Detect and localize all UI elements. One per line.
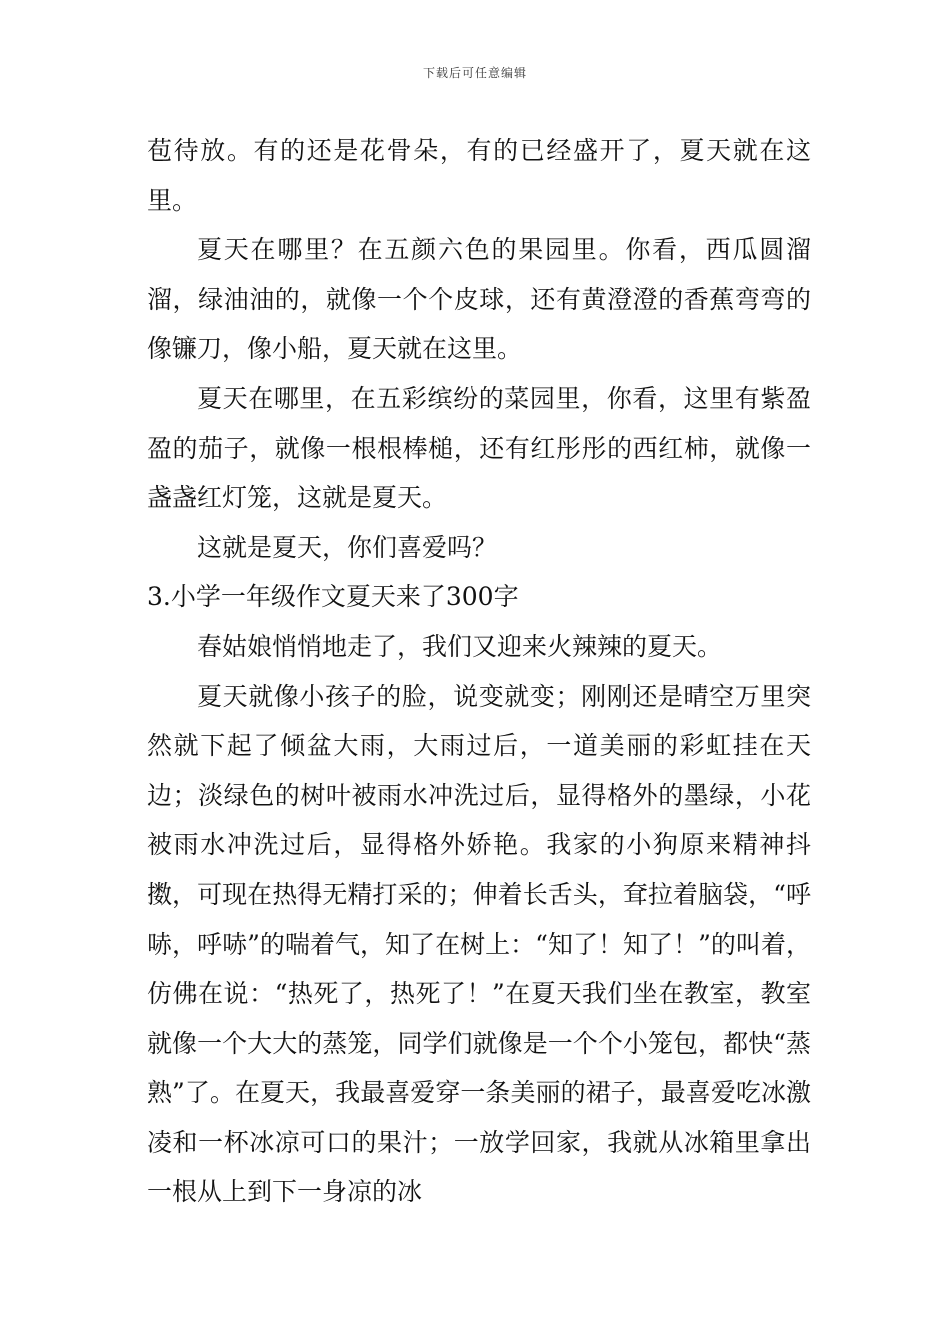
paragraph-3: 夏天在哪里，在五彩缤纷的菜园里，你看，这里有紫盈盈的茄子，就像一根根棒槌，还有红彤彤的西红柿，就像一盏盏红灯笼，这就是夏天。 <box>147 383 811 513</box>
paragraph-2: 夏天在哪里？在五颜六色的果园里。你看，西瓜圆溜溜，绿油油的，就像一个个皮球，还有黄澄澄的香蕉弯弯的像镰刀，像小船，夏天就在这里。 <box>147 235 811 364</box>
document-body <box>147 126 811 1217</box>
page-header: 下载后可任意编辑 <box>422 66 527 80</box>
paragraph-5: 春姑娘悄悄地走了，我们又迎来火辣辣的夏天。 <box>197 631 723 661</box>
paragraph-4: 这就是夏天，你们喜爱吗？ <box>197 532 498 562</box>
section-heading: 3.小学一年级作文夏天来了300字 <box>147 582 519 612</box>
paragraph-1: 苞待放。有的还是花骨朵，有的已经盛开了，夏天就在这里。 <box>147 136 811 215</box>
paragraph-6: 夏天就像小孩子的脸，说变就变；刚刚还是晴空万里突然就下起了倾盆大雨，大雨过后，一道美丽的彩虹挂在天边；淡绿色的树叶被雨水冲洗过后，显得格外的墨绿，小花被雨水冲洗过后，显得格外娇艳。我家的小狗原来精神抖擞，可现在热得无精打采的；伸着长舌头，耷拉着脑袋，“呼哧，呼哧”的喘着气，知了在树上：“知了！知了！”的叫着，仿佛在说：“热死了，热死了！”在夏天我们坐在教室，教室就像一个大大的蒸笼，同学们就像是一个个小笼包，都快“蒸熟”了。在夏天，我最喜爱穿一条美丽的裙子，最喜爱吃冰激凌和一杯冰凉可口的果汁；一放学回家，我就从冰箱里拿出一根从上到下一身凉的冰 <box>147 681 811 1207</box>
